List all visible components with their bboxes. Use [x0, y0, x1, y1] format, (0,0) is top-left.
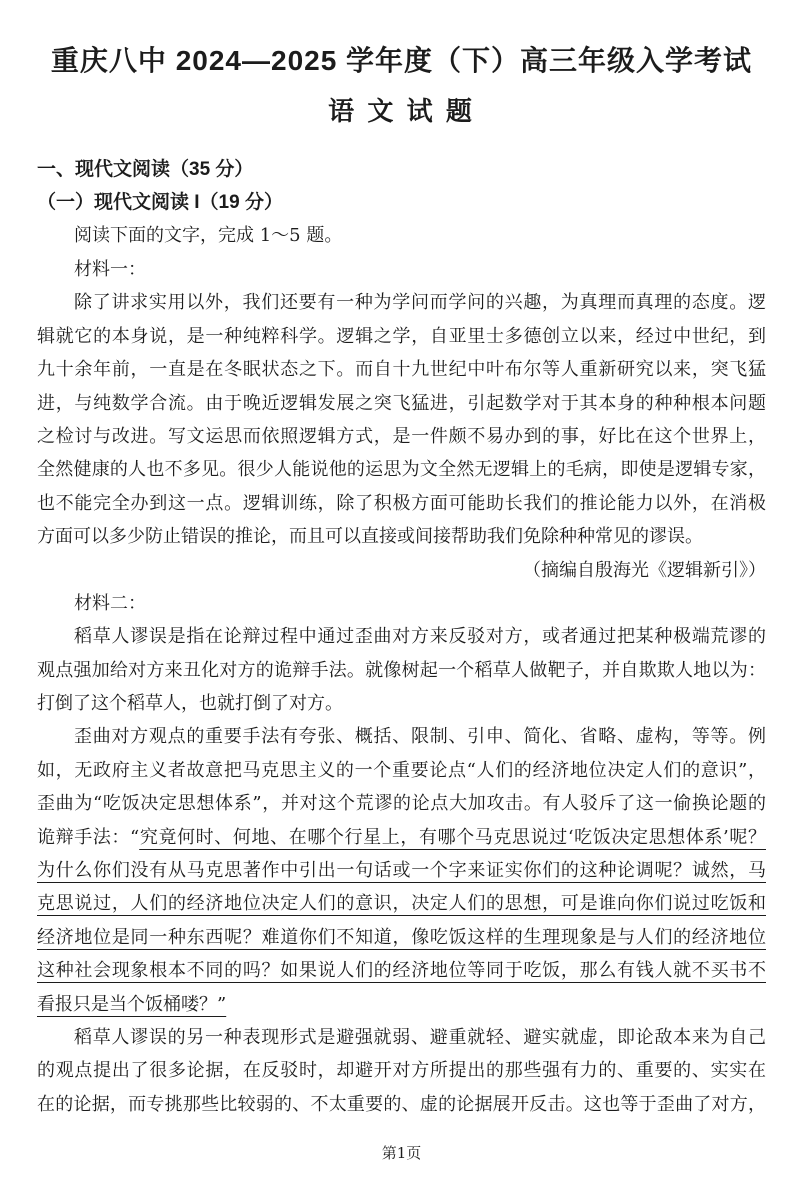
passage-line	[37, 253, 766, 286]
passage-line	[37, 520, 766, 553]
passage-line	[37, 587, 766, 620]
text-segment: 的观点提出了很多论据，在反驳时，却避开对方所提出的那些强有力的、重要的、实实在	[37, 1060, 766, 1082]
text-segment: 观点强加给对方来丑化对方的诡辩手法。就像树起一个稻草人做靶子，并自欺欺人地以为：	[37, 659, 766, 681]
passage-line	[37, 620, 766, 653]
text-segment: 稻草人谬误的另一种表现形式是避强就弱、避重就轻、避实就虚，即论敌本来为自己	[74, 1026, 766, 1048]
passage-line	[37, 387, 766, 420]
text-segment: 全然健康的人也不多见。很少人能说他的运思为文全然无逻辑上的毛病，即使是逻辑专家，	[37, 459, 766, 481]
text-segment: 材料一：	[74, 259, 146, 280]
text-segment: 材料二：	[74, 592, 146, 614]
text-segment: 方面可以多少防止错误的推论，而且可以直接或间接帮助我们免除种种常见的谬误。	[37, 526, 703, 548]
passage-line	[37, 286, 766, 319]
passage-line	[37, 954, 766, 987]
text-segment: 稻草人谬误是指在论辩过程中通过歪曲对方来反驳对方，或者通过把某种极端荒谬的	[74, 626, 766, 648]
underlined-text-segment: 究竟何时、何地、在哪个行星上，有哪个马克思说过‘吃饭决定思想体系’呢？	[139, 826, 766, 848]
passage-line	[37, 453, 766, 486]
underlined-text-segment: 克思说过，人们的经济地位决定人们的意识，决定人们的思想，可是谁向你们说过吃饭和	[37, 893, 766, 915]
text-segment: 在的论据，而专挑那些比较弱的、不太重要的、虚的论据展开反击。这也等于歪曲了对方，	[37, 1093, 766, 1115]
text-segment: 诡辩手法：“	[37, 826, 140, 848]
underlined-text-segment: 经济地位是同一种东西呢？难道你们不知道，像吃饭这样的生理现象是与人们的经济地位	[37, 926, 766, 948]
underlined-text-segment: 看报只是当个饭桶喽？”	[37, 993, 227, 1015]
passage-text	[37, 253, 766, 1121]
text-segment: 之检讨与改进。写文运思而依照逻辑方式，是一件颇不易办到的事，好比在这个世界上，	[37, 425, 766, 447]
passage-line	[37, 787, 766, 820]
passage-line	[37, 887, 766, 920]
text-segment: 歪曲对方观点的重要手法有夸张、概括、限制、引申、简化、省略、虚构，等等。例	[74, 726, 766, 748]
passage-line	[37, 854, 766, 887]
passage-line	[37, 1088, 766, 1121]
exam-title: 重庆八中 2024—2025 学年度（下）高三年级入学考试	[50, 45, 753, 76]
underlined-text-segment: 为什么你们没有从马克思著作中引出一句话或一个字来证实你们的这种论调呢？诚然，马	[37, 860, 766, 882]
text-segment: 如，无政府主义者故意把马克思主义的一个重要论点“人们的经济地位决定人们的意识”，	[37, 759, 766, 781]
passage-line	[37, 921, 766, 954]
text-segment: （摘编自殷海光《逻辑新引》）	[523, 559, 766, 581]
passage-line	[37, 988, 766, 1021]
text-segment: 歪曲为“吃饭决定思想体系”，并对这个荒谬的论点大加攻击。有人驳斥了这一偷换论题的	[37, 793, 766, 815]
reading-instruction: 阅读下面的文字，完成 1～5 题。	[74, 225, 343, 246]
text-segment: 九十余年前，一直是在冬眠状态之下。而自十九世纪中叶布尔等人重新研究以来，突飞猛	[37, 359, 766, 381]
text-segment: 辑就它的本身说，是一种纯粹科学。逻辑之学，自亚里士多德创立以来，经过中世纪，到	[37, 325, 766, 347]
passage-line	[37, 1054, 766, 1087]
passage-line	[37, 353, 766, 386]
passage-line	[37, 821, 766, 854]
exam-subtitle: 语 文 试 题	[328, 96, 475, 126]
passage-line	[37, 687, 766, 720]
passage-line	[37, 1021, 766, 1054]
passage-line	[37, 554, 766, 587]
passage-line	[37, 720, 766, 753]
passage-line	[37, 320, 766, 353]
page-number: 第1页	[381, 1144, 422, 1162]
text-segment: 打倒了这个稻草人，也就打倒了对方。	[37, 693, 343, 715]
passage-line	[37, 754, 766, 787]
text-segment: 进，与纯数学合流。由于晚近逻辑发展之突飞猛进，引起数学对于其本身的种种根本问题	[37, 392, 766, 414]
passage-line	[37, 487, 766, 520]
passage-line	[37, 420, 766, 453]
text-segment: 也不能完全办到这一点。逻辑训练，除了积极方面可能助长我们的推论能力以外，在消极	[37, 492, 766, 514]
underlined-text-segment: 这种社会现象根本不同的吗？如果说人们的经济地位等同于吃饭，那么有钱人就不买书不	[37, 960, 766, 982]
section-heading: （一）现代文阅读 I（19 分）	[37, 192, 283, 213]
passage-line	[37, 654, 766, 687]
text-segment: 除了讲求实用以外，我们还要有一种为学问而学问的兴趣，为真理而真理的态度。逻	[74, 292, 766, 314]
part-heading: 一、现代文阅读（35 分）	[37, 159, 254, 180]
